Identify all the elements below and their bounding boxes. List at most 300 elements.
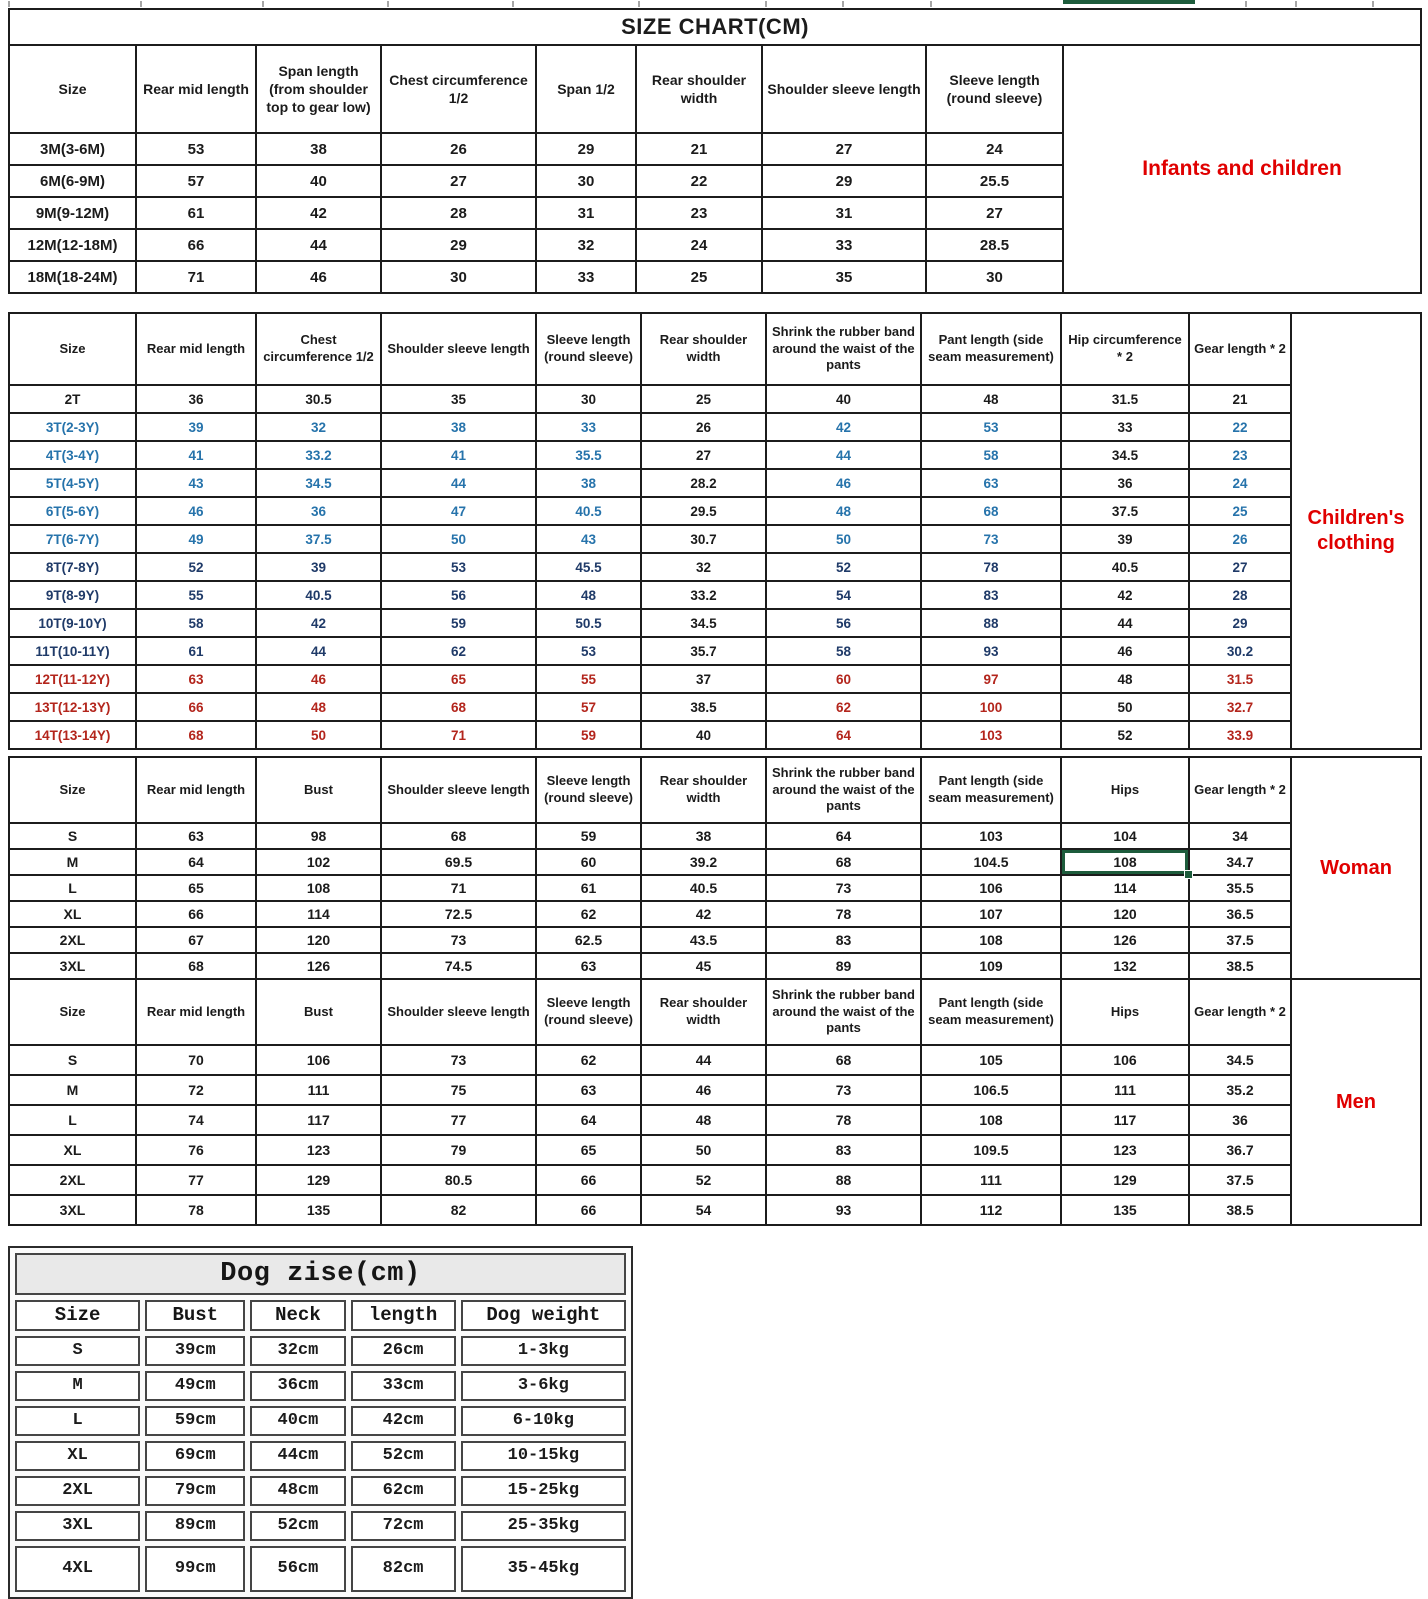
value-cell: 126 bbox=[1061, 927, 1189, 953]
value-cell: 62cm bbox=[351, 1476, 456, 1506]
value-cell: 24 bbox=[636, 229, 762, 261]
infants-size-table bbox=[8, 8, 1422, 294]
value-cell: 73 bbox=[921, 525, 1061, 553]
column-header: Shoulder sleeve length bbox=[381, 313, 536, 385]
value-cell: 50 bbox=[1061, 693, 1189, 721]
value-cell: 3-6kg bbox=[461, 1371, 626, 1401]
size-cell: 10T(9-10Y) bbox=[9, 609, 136, 637]
value-cell: 108 bbox=[921, 1105, 1061, 1135]
value-cell: 59 bbox=[536, 721, 641, 749]
value-cell: 22 bbox=[1189, 413, 1291, 441]
value-cell: 21 bbox=[636, 133, 762, 165]
value-cell: 126 bbox=[256, 953, 381, 979]
value-cell: 44cm bbox=[250, 1441, 345, 1471]
value-cell: 22 bbox=[636, 165, 762, 197]
value-cell: 62 bbox=[536, 901, 641, 927]
value-cell: 82cm bbox=[351, 1546, 456, 1592]
value-cell: 64 bbox=[766, 823, 921, 849]
value-cell: 6-10kg bbox=[461, 1406, 626, 1436]
value-cell: 32cm bbox=[250, 1336, 345, 1366]
value-cell: 79cm bbox=[145, 1476, 245, 1506]
value-cell: 27 bbox=[926, 197, 1063, 229]
value-cell: 66 bbox=[136, 693, 256, 721]
value-cell: 35.5 bbox=[1189, 875, 1291, 901]
column-header: Bust bbox=[256, 979, 381, 1045]
value-cell: 56 bbox=[766, 609, 921, 637]
column-header: Hips bbox=[1061, 757, 1189, 823]
size-cell: 13T(12-13Y) bbox=[9, 693, 136, 721]
value-cell: 65 bbox=[381, 665, 536, 693]
value-cell: 68 bbox=[766, 1045, 921, 1075]
value-cell: 48 bbox=[256, 693, 381, 721]
table-title: Dog zise(cm) bbox=[15, 1253, 626, 1295]
value-cell: 38 bbox=[256, 133, 381, 165]
column-header: Chest circumference 1/2 bbox=[256, 313, 381, 385]
value-cell: 78 bbox=[766, 1105, 921, 1135]
value-cell: 26 bbox=[641, 413, 766, 441]
value-cell: 30.5 bbox=[256, 385, 381, 413]
value-cell: 59 bbox=[381, 609, 536, 637]
value-cell: 42 bbox=[641, 901, 766, 927]
value-cell: 1-3kg bbox=[461, 1336, 626, 1366]
value-cell: 34.5 bbox=[256, 469, 381, 497]
value-cell: 111 bbox=[921, 1165, 1061, 1195]
value-cell: 135 bbox=[1061, 1195, 1189, 1225]
value-cell: 53 bbox=[921, 413, 1061, 441]
gridline-tick bbox=[8, 1, 10, 7]
column-header: Shrink the rubber band around the waist of the pants bbox=[766, 757, 921, 823]
value-cell: 63 bbox=[536, 953, 641, 979]
value-cell: 62.5 bbox=[536, 927, 641, 953]
value-cell: 40 bbox=[641, 721, 766, 749]
value-cell: 52cm bbox=[351, 1441, 456, 1471]
column-header: Size bbox=[9, 757, 136, 823]
value-cell: 25 bbox=[1189, 497, 1291, 525]
column-header: Gear length * 2 bbox=[1189, 979, 1291, 1045]
value-cell: 38.5 bbox=[1189, 953, 1291, 979]
value-cell: 33.9 bbox=[1189, 721, 1291, 749]
value-cell: 129 bbox=[256, 1165, 381, 1195]
value-cell: 106 bbox=[1061, 1045, 1189, 1075]
value-cell: 70 bbox=[136, 1045, 256, 1075]
value-cell: 60 bbox=[766, 665, 921, 693]
value-cell: 52cm bbox=[250, 1511, 345, 1541]
value-cell: 37 bbox=[641, 665, 766, 693]
size-cell: 7T(6-7Y) bbox=[9, 525, 136, 553]
value-cell: 42 bbox=[766, 413, 921, 441]
size-cell: S bbox=[9, 1045, 136, 1075]
value-cell: 63 bbox=[921, 469, 1061, 497]
value-cell: 105 bbox=[921, 1045, 1061, 1075]
value-cell: 72 bbox=[136, 1075, 256, 1105]
value-cell: 46 bbox=[766, 469, 921, 497]
value-cell: 78 bbox=[136, 1195, 256, 1225]
value-cell: 78 bbox=[921, 553, 1061, 581]
value-cell: 93 bbox=[921, 637, 1061, 665]
value-cell: 30.2 bbox=[1189, 637, 1291, 665]
size-cell: M bbox=[9, 1075, 136, 1105]
size-cell: 12M(12-18M) bbox=[9, 229, 136, 261]
value-cell: 50 bbox=[381, 525, 536, 553]
value-cell: 73 bbox=[766, 875, 921, 901]
value-cell: 72cm bbox=[351, 1511, 456, 1541]
value-cell: 48 bbox=[536, 581, 641, 609]
column-header: Shrink the rubber band around the waist of the pants bbox=[766, 979, 921, 1045]
group-label: Men bbox=[1291, 979, 1421, 1225]
value-cell: 98 bbox=[256, 823, 381, 849]
value-cell: 68 bbox=[136, 721, 256, 749]
size-cell: XL bbox=[15, 1441, 140, 1471]
column-header: length bbox=[351, 1300, 456, 1331]
value-cell: 58 bbox=[766, 637, 921, 665]
value-cell: 28 bbox=[1189, 581, 1291, 609]
value-cell: 44 bbox=[1061, 609, 1189, 637]
value-cell: 62 bbox=[536, 1045, 641, 1075]
column-header: Rear mid length bbox=[136, 313, 256, 385]
value-cell: 36.5 bbox=[1189, 901, 1291, 927]
value-cell: 89cm bbox=[145, 1511, 245, 1541]
value-cell: 48 bbox=[641, 1105, 766, 1135]
value-cell: 40.5 bbox=[536, 497, 641, 525]
value-cell: 43.5 bbox=[641, 927, 766, 953]
value-cell: 29 bbox=[1189, 609, 1291, 637]
value-cell: 29 bbox=[536, 133, 636, 165]
value-cell: 117 bbox=[256, 1105, 381, 1135]
size-cell: 6T(5-6Y) bbox=[9, 497, 136, 525]
value-cell: 42cm bbox=[351, 1406, 456, 1436]
value-cell: 36cm bbox=[250, 1371, 345, 1401]
size-cell: XL bbox=[9, 1135, 136, 1165]
value-cell: 61 bbox=[536, 875, 641, 901]
value-cell: 34.7 bbox=[1189, 849, 1291, 875]
value-cell: 48 bbox=[766, 497, 921, 525]
value-cell: 36 bbox=[256, 497, 381, 525]
value-cell: 64 bbox=[536, 1105, 641, 1135]
column-header: Hips bbox=[1061, 979, 1189, 1045]
value-cell: 53 bbox=[136, 133, 256, 165]
value-cell: 52 bbox=[136, 553, 256, 581]
value-cell: 68 bbox=[136, 953, 256, 979]
size-cell: 2XL bbox=[15, 1476, 140, 1506]
value-cell: 39.2 bbox=[641, 849, 766, 875]
value-cell: 53 bbox=[381, 553, 536, 581]
value-cell: 29 bbox=[762, 165, 926, 197]
size-cell: 3M(3-6M) bbox=[9, 133, 136, 165]
value-cell: 132 bbox=[1061, 953, 1189, 979]
value-cell: 66 bbox=[536, 1165, 641, 1195]
value-cell: 43 bbox=[536, 525, 641, 553]
column-header: Size bbox=[9, 313, 136, 385]
value-cell: 26cm bbox=[351, 1336, 456, 1366]
value-cell: 72.5 bbox=[381, 901, 536, 927]
column-header: Gear length * 2 bbox=[1189, 313, 1291, 385]
group-label: Children's clothing bbox=[1291, 313, 1421, 749]
column-header: Pant length (side seam measurement) bbox=[921, 979, 1061, 1045]
column-header: Span length (from shoulder top to gear low) bbox=[256, 45, 381, 133]
column-header: Size bbox=[9, 45, 136, 133]
value-cell: 66 bbox=[136, 229, 256, 261]
value-cell: 106 bbox=[256, 1045, 381, 1075]
selection-highlight-bar bbox=[1063, 0, 1195, 4]
value-cell: 106 bbox=[921, 875, 1061, 901]
value-cell: 40.5 bbox=[1061, 553, 1189, 581]
size-cell: 2T bbox=[9, 385, 136, 413]
column-header: Pant length (side seam measurement) bbox=[921, 313, 1061, 385]
value-cell: 39 bbox=[1061, 525, 1189, 553]
value-cell: 33 bbox=[536, 261, 636, 293]
value-cell: 76 bbox=[136, 1135, 256, 1165]
woman-size-table bbox=[8, 756, 1422, 980]
value-cell: 23 bbox=[1189, 441, 1291, 469]
value-cell: 56 bbox=[381, 581, 536, 609]
value-cell: 108 bbox=[1061, 849, 1189, 875]
value-cell: 82 bbox=[381, 1195, 536, 1225]
value-cell: 65 bbox=[136, 875, 256, 901]
value-cell: 78 bbox=[766, 901, 921, 927]
value-cell: 52 bbox=[641, 1165, 766, 1195]
value-cell: 88 bbox=[921, 609, 1061, 637]
value-cell: 39cm bbox=[145, 1336, 245, 1366]
size-cell: 9M(9-12M) bbox=[9, 197, 136, 229]
value-cell: 38 bbox=[381, 413, 536, 441]
value-cell: 77 bbox=[381, 1105, 536, 1135]
column-header: Sleeve length (round sleeve) bbox=[536, 757, 641, 823]
value-cell: 71 bbox=[136, 261, 256, 293]
value-cell: 55 bbox=[536, 665, 641, 693]
column-header: Shoulder sleeve length bbox=[381, 757, 536, 823]
value-cell: 31 bbox=[536, 197, 636, 229]
size-cell: 5T(4-5Y) bbox=[9, 469, 136, 497]
value-cell: 61 bbox=[136, 197, 256, 229]
value-cell: 46 bbox=[1061, 637, 1189, 665]
value-cell: 24 bbox=[926, 133, 1063, 165]
value-cell: 50 bbox=[766, 525, 921, 553]
value-cell: 42 bbox=[1061, 581, 1189, 609]
column-header: Rear shoulder width bbox=[641, 313, 766, 385]
value-cell: 63 bbox=[536, 1075, 641, 1105]
value-cell: 33 bbox=[762, 229, 926, 261]
gridline-tick bbox=[1295, 1, 1297, 7]
value-cell: 34 bbox=[1189, 823, 1291, 849]
gridline-tick bbox=[1372, 1, 1374, 7]
value-cell: 41 bbox=[381, 441, 536, 469]
column-header: Bust bbox=[145, 1300, 245, 1331]
column-header: Chest circumference 1/2 bbox=[381, 45, 536, 133]
size-cell: 4XL bbox=[15, 1546, 140, 1592]
value-cell: 79 bbox=[381, 1135, 536, 1165]
value-cell: 45 bbox=[641, 953, 766, 979]
value-cell: 59cm bbox=[145, 1406, 245, 1436]
value-cell: 38 bbox=[641, 823, 766, 849]
value-cell: 32.7 bbox=[1189, 693, 1291, 721]
size-cell: 6M(6-9M) bbox=[9, 165, 136, 197]
value-cell: 59 bbox=[536, 823, 641, 849]
value-cell: 60 bbox=[536, 849, 641, 875]
value-cell: 39 bbox=[256, 553, 381, 581]
value-cell: 74.5 bbox=[381, 953, 536, 979]
value-cell: 114 bbox=[256, 901, 381, 927]
value-cell: 44 bbox=[641, 1045, 766, 1075]
value-cell: 129 bbox=[1061, 1165, 1189, 1195]
size-cell: XL bbox=[9, 901, 136, 927]
value-cell: 65 bbox=[536, 1135, 641, 1165]
value-cell: 54 bbox=[641, 1195, 766, 1225]
value-cell: 35.7 bbox=[641, 637, 766, 665]
value-cell: 77 bbox=[136, 1165, 256, 1195]
value-cell: 62 bbox=[766, 693, 921, 721]
value-cell: 34.5 bbox=[1189, 1045, 1291, 1075]
value-cell: 33.2 bbox=[641, 581, 766, 609]
value-cell: 120 bbox=[256, 927, 381, 953]
value-cell: 40 bbox=[766, 385, 921, 413]
value-cell: 25 bbox=[636, 261, 762, 293]
value-cell: 63 bbox=[136, 665, 256, 693]
value-cell: 32 bbox=[256, 413, 381, 441]
value-cell: 10-15kg bbox=[461, 1441, 626, 1471]
value-cell: 30 bbox=[536, 165, 636, 197]
column-header: Sleeve length (round sleeve) bbox=[536, 313, 641, 385]
column-header: Rear shoulder width bbox=[641, 979, 766, 1045]
value-cell: 55 bbox=[136, 581, 256, 609]
value-cell: 64 bbox=[766, 721, 921, 749]
gridline-tick bbox=[1245, 1, 1247, 7]
size-cell: 12T(11-12Y) bbox=[9, 665, 136, 693]
size-cell: 3T(2-3Y) bbox=[9, 413, 136, 441]
value-cell: 73 bbox=[381, 1045, 536, 1075]
value-cell: 83 bbox=[766, 927, 921, 953]
value-cell: 99cm bbox=[145, 1546, 245, 1592]
value-cell: 29 bbox=[381, 229, 536, 261]
value-cell: 53 bbox=[536, 637, 641, 665]
value-cell: 34.5 bbox=[641, 609, 766, 637]
column-header: Hip circumference * 2 bbox=[1061, 313, 1189, 385]
value-cell: 61 bbox=[136, 637, 256, 665]
value-cell: 80.5 bbox=[381, 1165, 536, 1195]
value-cell: 71 bbox=[381, 721, 536, 749]
value-cell: 38.5 bbox=[641, 693, 766, 721]
value-cell: 102 bbox=[256, 849, 381, 875]
value-cell: 112 bbox=[921, 1195, 1061, 1225]
dog-size-table bbox=[8, 1246, 633, 1599]
value-cell: 74 bbox=[136, 1105, 256, 1135]
value-cell: 58 bbox=[921, 441, 1061, 469]
value-cell: 56cm bbox=[250, 1546, 345, 1592]
value-cell: 30 bbox=[381, 261, 536, 293]
table-title: SIZE CHART(CM) bbox=[9, 9, 1421, 45]
value-cell: 27 bbox=[1189, 553, 1291, 581]
value-cell: 97 bbox=[921, 665, 1061, 693]
column-header: Rear shoulder width bbox=[636, 45, 762, 133]
column-header: Gear length * 2 bbox=[1189, 757, 1291, 823]
value-cell: 40.5 bbox=[256, 581, 381, 609]
value-cell: 62 bbox=[381, 637, 536, 665]
value-cell: 25.5 bbox=[926, 165, 1063, 197]
size-cell: 8T(7-8Y) bbox=[9, 553, 136, 581]
value-cell: 48 bbox=[1061, 665, 1189, 693]
value-cell: 42 bbox=[256, 609, 381, 637]
value-cell: 73 bbox=[381, 927, 536, 953]
column-header: Span 1/2 bbox=[536, 45, 636, 133]
value-cell: 30 bbox=[926, 261, 1063, 293]
value-cell: 73 bbox=[766, 1075, 921, 1105]
value-cell: 41 bbox=[136, 441, 256, 469]
value-cell: 109 bbox=[921, 953, 1061, 979]
value-cell: 88 bbox=[766, 1165, 921, 1195]
value-cell: 46 bbox=[256, 665, 381, 693]
value-cell: 31 bbox=[762, 197, 926, 229]
value-cell: 26 bbox=[1189, 525, 1291, 553]
value-cell: 28 bbox=[381, 197, 536, 229]
value-cell: 36 bbox=[136, 385, 256, 413]
value-cell: 38.5 bbox=[1189, 1195, 1291, 1225]
column-header: Dog weight bbox=[461, 1300, 626, 1331]
value-cell: 57 bbox=[536, 693, 641, 721]
value-cell: 34.5 bbox=[1061, 441, 1189, 469]
size-cell: 11T(10-11Y) bbox=[9, 637, 136, 665]
value-cell: 71 bbox=[381, 875, 536, 901]
value-cell: 50.5 bbox=[536, 609, 641, 637]
value-cell: 49 bbox=[136, 525, 256, 553]
value-cell: 66 bbox=[136, 901, 256, 927]
gridline-tick bbox=[262, 1, 264, 7]
value-cell: 104.5 bbox=[921, 849, 1061, 875]
value-cell: 68 bbox=[921, 497, 1061, 525]
value-cell: 66 bbox=[536, 1195, 641, 1225]
value-cell: 103 bbox=[921, 823, 1061, 849]
value-cell: 32 bbox=[641, 553, 766, 581]
value-cell: 54 bbox=[766, 581, 921, 609]
column-header: Neck bbox=[250, 1300, 345, 1331]
value-cell: 89 bbox=[766, 953, 921, 979]
column-header: Rear mid length bbox=[136, 979, 256, 1045]
value-cell: 111 bbox=[256, 1075, 381, 1105]
value-cell: 37.5 bbox=[1189, 1165, 1291, 1195]
value-cell: 57 bbox=[136, 165, 256, 197]
value-cell: 42 bbox=[256, 197, 381, 229]
size-cell: S bbox=[15, 1336, 140, 1366]
value-cell: 37.5 bbox=[256, 525, 381, 553]
size-cell: 3XL bbox=[9, 1195, 136, 1225]
value-cell: 35-45kg bbox=[461, 1546, 626, 1592]
value-cell: 36.7 bbox=[1189, 1135, 1291, 1165]
value-cell: 114 bbox=[1061, 875, 1189, 901]
size-cell: 3XL bbox=[9, 953, 136, 979]
gridline-tick bbox=[140, 1, 142, 7]
value-cell: 23 bbox=[636, 197, 762, 229]
size-cell: 4T(3-4Y) bbox=[9, 441, 136, 469]
value-cell: 83 bbox=[921, 581, 1061, 609]
value-cell: 35.2 bbox=[1189, 1075, 1291, 1105]
value-cell: 68 bbox=[766, 849, 921, 875]
column-header: Sleeve length (round sleeve) bbox=[926, 45, 1063, 133]
value-cell: 21 bbox=[1189, 385, 1291, 413]
size-cell: M bbox=[15, 1371, 140, 1401]
gridline-tick bbox=[765, 1, 767, 7]
value-cell: 37.5 bbox=[1061, 497, 1189, 525]
value-cell: 35 bbox=[762, 261, 926, 293]
size-cell: 3XL bbox=[15, 1511, 140, 1541]
column-header: Shoulder sleeve length bbox=[381, 979, 536, 1045]
gridline-tick bbox=[512, 1, 514, 7]
value-cell: 69cm bbox=[145, 1441, 245, 1471]
value-cell: 123 bbox=[256, 1135, 381, 1165]
value-cell: 28.5 bbox=[926, 229, 1063, 261]
value-cell: 40 bbox=[256, 165, 381, 197]
column-header: Size bbox=[9, 979, 136, 1045]
value-cell: 75 bbox=[381, 1075, 536, 1105]
value-cell: 39 bbox=[136, 413, 256, 441]
value-cell: 48cm bbox=[250, 1476, 345, 1506]
